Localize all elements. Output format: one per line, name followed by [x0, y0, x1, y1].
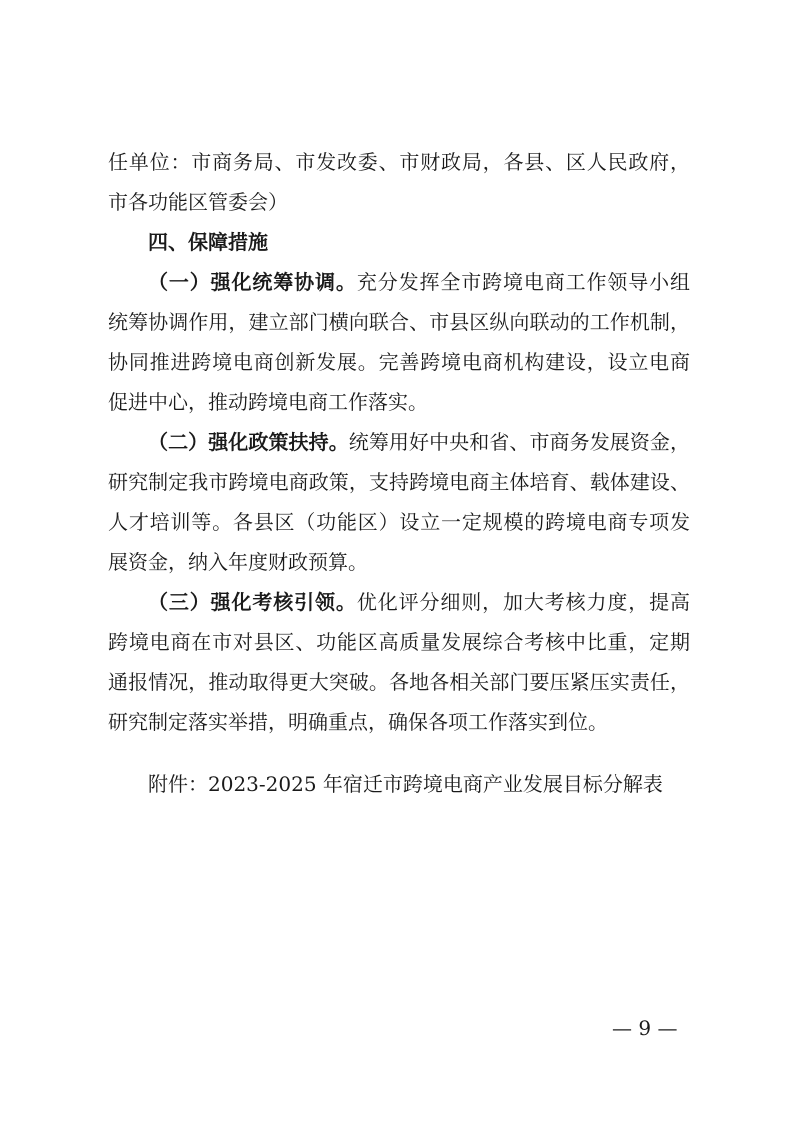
attachment-note: 附件：2023-2025 年宿迁市跨境电商产业发展目标分解表	[148, 772, 663, 796]
para1-line-4: 促进中心，推动跨境电商工作落实。	[108, 390, 428, 414]
para3-line-4: 研究制定落实举措，明确重点，确保各项工作落实到位。	[108, 710, 608, 734]
para2-line-3: 人才培训等。各县区（功能区）设立一定规模的跨境电商专项发	[108, 510, 690, 534]
para1-line-2: 统筹协调作用，建立部门横向联合、市县区纵向联动的工作机制，	[108, 310, 690, 334]
para2-lead: （二）强化政策扶持。	[148, 430, 349, 454]
para1-line-1-text: 充分发挥全市跨境电商工作领导小组	[356, 270, 691, 294]
para3-lead: （三）强化考核引领。	[148, 590, 357, 614]
para1-line-1	[148, 262, 690, 302]
para3-line-1-text: 优化评分细则，加大考核力度，提高	[356, 590, 691, 614]
para3-line-1	[148, 582, 690, 622]
para1-line-3: 协同推进跨境电商创新发展。完善跨境电商机构建设，设立电商	[108, 350, 690, 374]
page-number: — 9 —	[612, 1016, 678, 1040]
para1-lead: （一）强化统筹协调。	[148, 270, 357, 294]
para2-line-4: 展资金，纳入年度财政预算。	[108, 550, 368, 574]
para2-line-2: 研究制定我市跨境电商政策，支持跨境电商主体培育、载体建设、	[108, 470, 690, 494]
continuation-line-1: 任单位：市商务局、市发改委、市财政局，各县、区人民政府，	[108, 150, 690, 174]
para3-line-3: 通报情况，推动取得更大突破。各地各相关部门要压紧压实责任，	[108, 670, 690, 694]
para2-line-1-text: 统筹用好中央和省、市商务发展资金，	[348, 430, 691, 454]
section-heading: 四、保障措施	[148, 230, 268, 254]
para3-line-2: 跨境电商在市对县区、功能区高质量发展综合考核中比重，定期	[108, 630, 690, 654]
continuation-line-2: 市各功能区管委会）	[108, 190, 288, 214]
para2-line-1	[148, 422, 690, 462]
